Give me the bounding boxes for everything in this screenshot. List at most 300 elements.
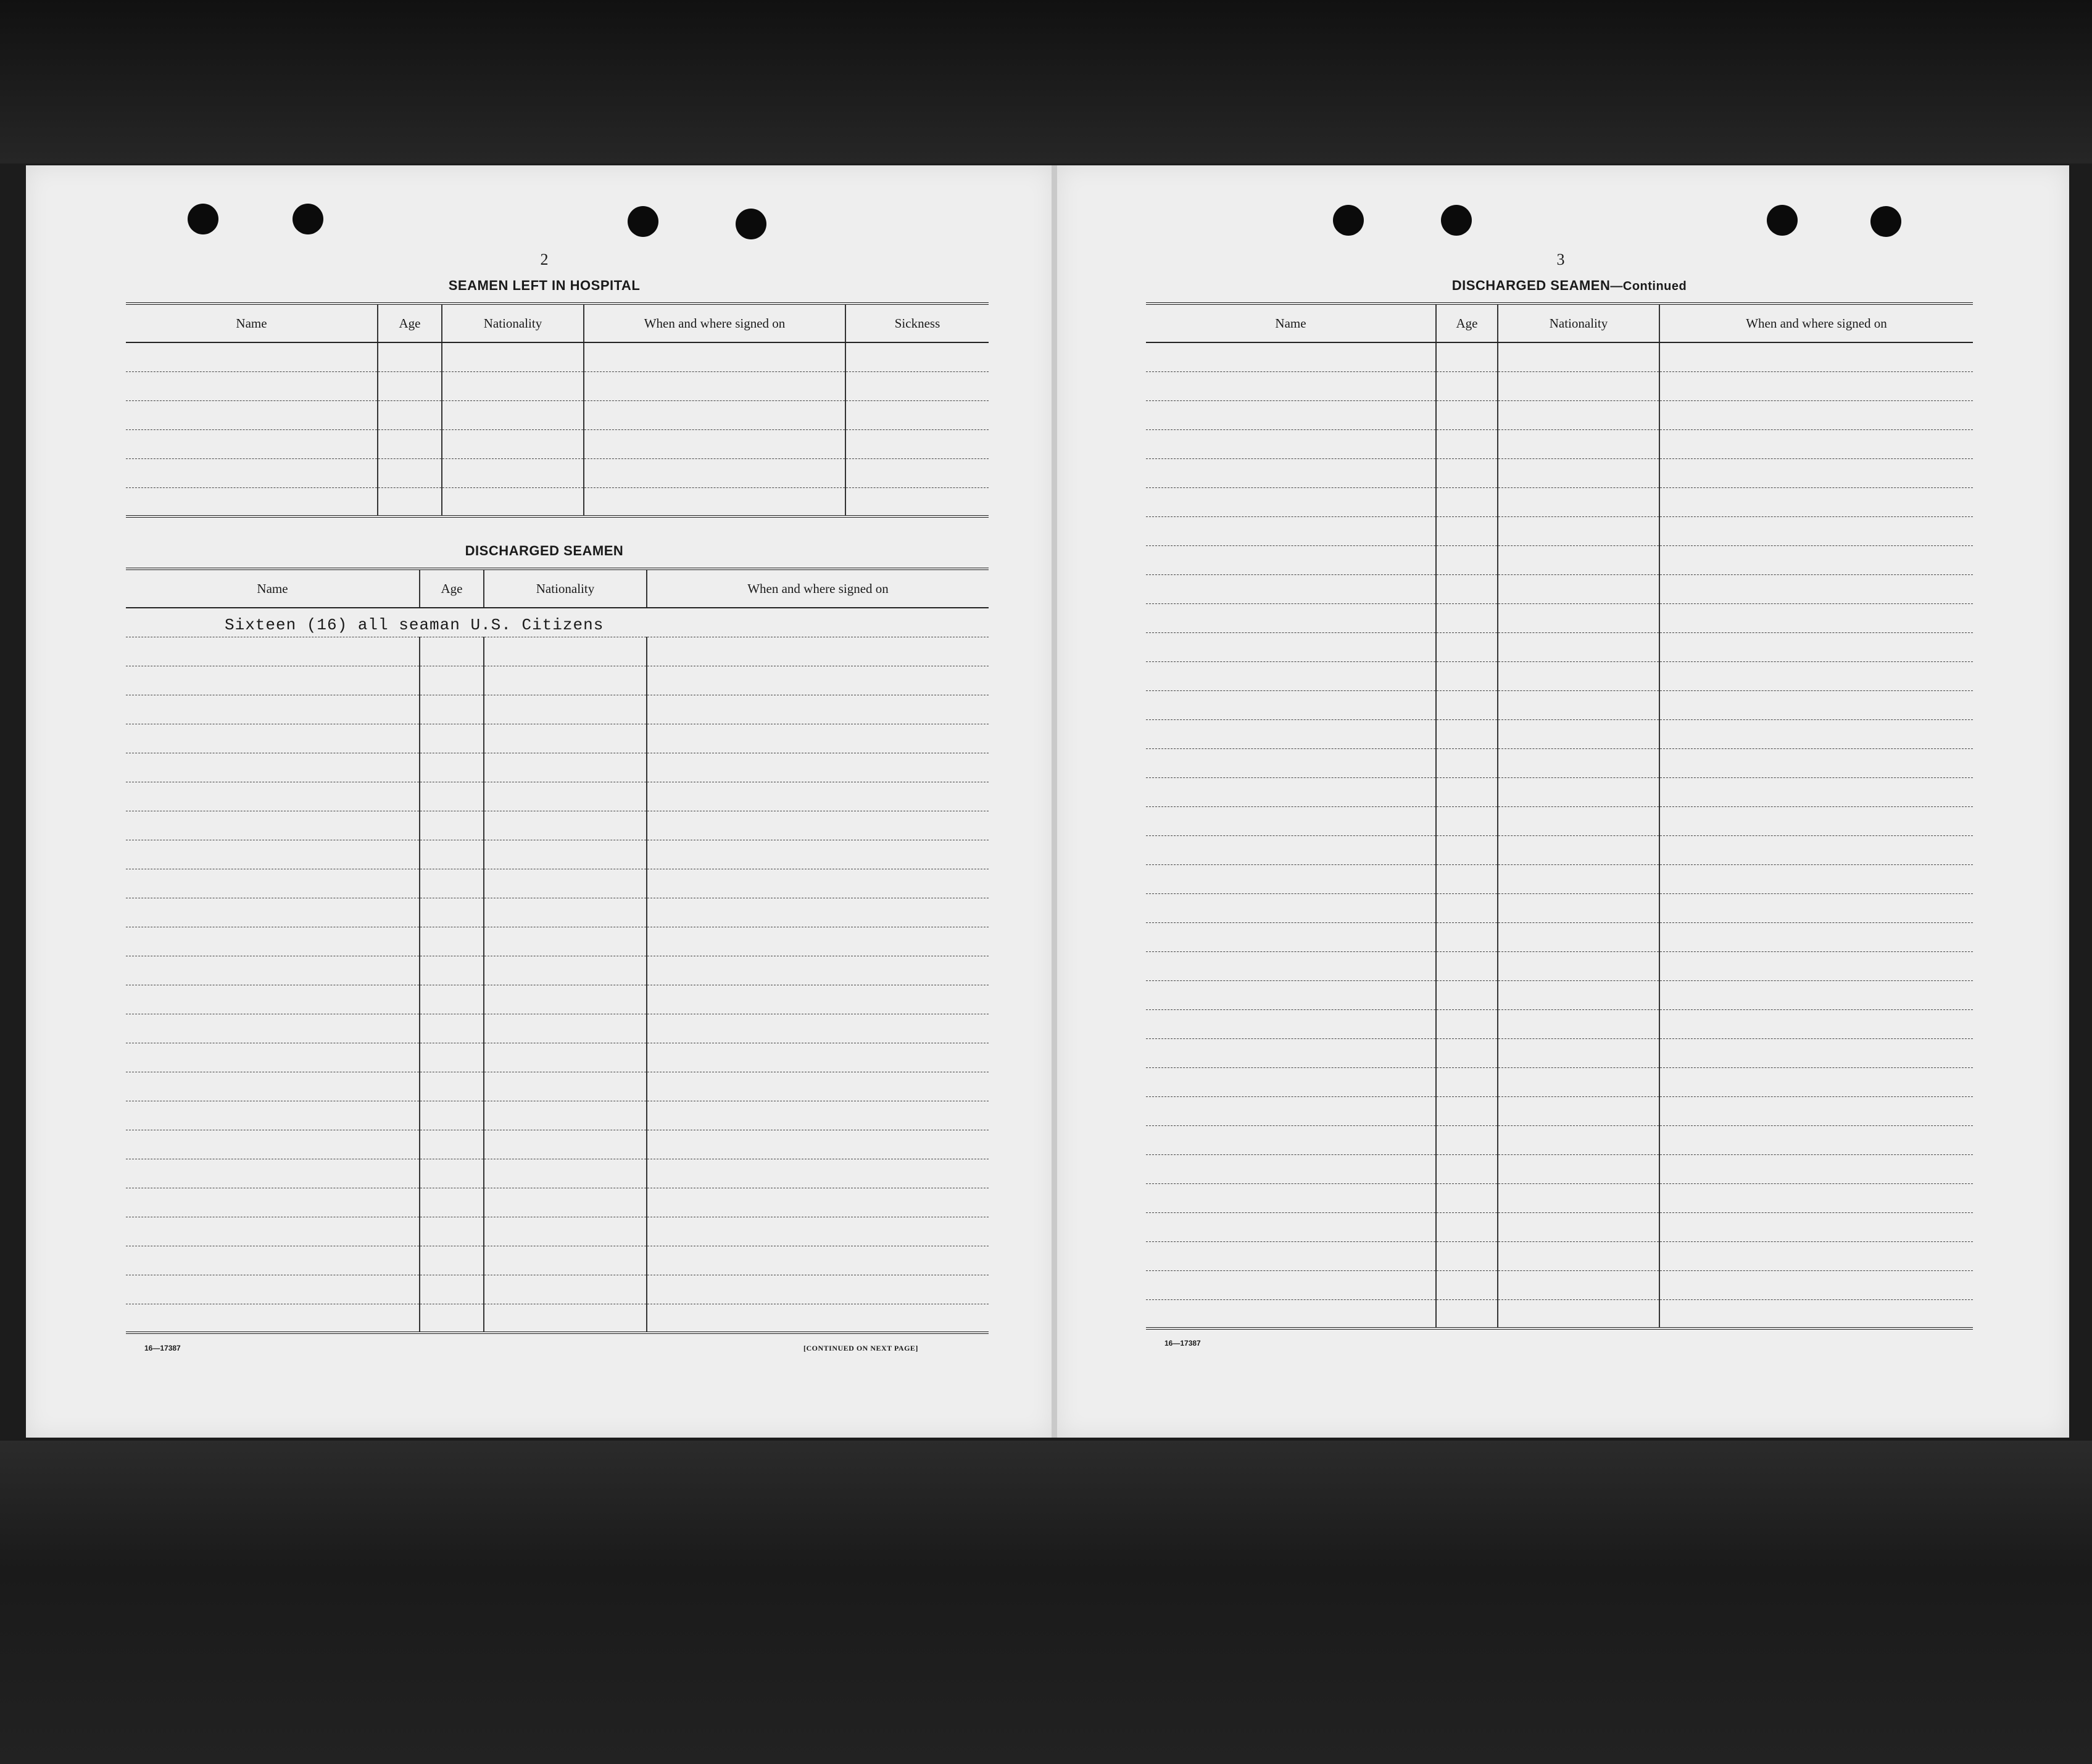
column-header-signed-on: When and where signed on bbox=[647, 569, 989, 608]
table-cell bbox=[1436, 1212, 1498, 1241]
table-cell bbox=[1146, 1270, 1436, 1299]
table-row bbox=[1146, 1212, 1973, 1241]
table-cell bbox=[126, 400, 378, 429]
scanner-background-top bbox=[0, 0, 2092, 164]
table-cell bbox=[442, 371, 584, 400]
table-row bbox=[126, 985, 989, 1014]
table-cell bbox=[1659, 371, 1973, 400]
table-row bbox=[1146, 574, 1973, 603]
table-cell bbox=[1436, 661, 1498, 690]
table-cell bbox=[1436, 1154, 1498, 1183]
table-cell bbox=[1659, 893, 1973, 922]
table-cell bbox=[420, 1043, 484, 1072]
table-cell bbox=[126, 371, 378, 400]
table-cell bbox=[584, 429, 845, 458]
table-row bbox=[1146, 1038, 1973, 1067]
table-cell bbox=[1659, 951, 1973, 980]
table-cell bbox=[1659, 922, 1973, 951]
table-cell bbox=[1146, 371, 1436, 400]
table-cell bbox=[1436, 864, 1498, 893]
table-cell bbox=[1146, 487, 1436, 516]
table-row bbox=[126, 1275, 989, 1304]
column-header-name: Name bbox=[126, 304, 378, 342]
discharged-section-title: DISCHARGED SEAMEN bbox=[465, 543, 624, 558]
table-cell bbox=[1498, 1067, 1659, 1096]
table-cell bbox=[1436, 603, 1498, 632]
table-cell bbox=[845, 342, 989, 371]
table-cell bbox=[1436, 806, 1498, 835]
punch-hole bbox=[736, 209, 766, 239]
table-row bbox=[126, 371, 989, 400]
table-cell bbox=[1146, 400, 1436, 429]
table-cell bbox=[484, 840, 647, 869]
table-cell bbox=[1146, 1009, 1436, 1038]
table-row bbox=[126, 1043, 989, 1072]
table-row bbox=[126, 1217, 989, 1246]
table-cell bbox=[1498, 864, 1659, 893]
page-gutter bbox=[1052, 165, 1057, 1438]
table-cell bbox=[420, 1072, 484, 1101]
table-cell bbox=[1498, 1212, 1659, 1241]
hospital-table bbox=[126, 302, 989, 518]
table-cell bbox=[126, 1275, 420, 1304]
table-cell bbox=[1498, 1299, 1659, 1328]
section-title-continued: —Continued bbox=[1610, 280, 1687, 293]
table-cell bbox=[647, 956, 989, 985]
column-header-age: Age bbox=[378, 304, 442, 342]
table-cell bbox=[420, 1101, 484, 1130]
table-cell bbox=[420, 898, 484, 927]
table-cell bbox=[647, 1246, 989, 1275]
table-cell bbox=[1146, 1067, 1436, 1096]
scanner-background-bottom bbox=[0, 1441, 2092, 1764]
table-cell bbox=[1498, 574, 1659, 603]
table-cell bbox=[845, 400, 989, 429]
table-cell bbox=[1659, 835, 1973, 864]
table-cell bbox=[1659, 777, 1973, 806]
table-cell bbox=[126, 487, 378, 516]
table-row bbox=[1146, 632, 1973, 661]
table-cell bbox=[1146, 719, 1436, 748]
punch-hole bbox=[293, 204, 323, 234]
table-cell bbox=[484, 724, 647, 753]
table-cell bbox=[1498, 429, 1659, 458]
table-cell bbox=[1659, 632, 1973, 661]
table-cell bbox=[484, 811, 647, 840]
table-cell bbox=[1498, 661, 1659, 690]
table-cell bbox=[420, 637, 484, 666]
table-cell bbox=[584, 342, 845, 371]
table-cell bbox=[1146, 632, 1436, 661]
table-cell bbox=[1498, 922, 1659, 951]
table-cell bbox=[1436, 1183, 1498, 1212]
table-row bbox=[126, 1304, 989, 1333]
punch-hole bbox=[188, 204, 218, 234]
table-cell bbox=[1146, 864, 1436, 893]
table-cell bbox=[1659, 458, 1973, 487]
table-cell bbox=[845, 371, 989, 400]
table-cell bbox=[420, 724, 484, 753]
table-cell bbox=[378, 342, 442, 371]
table-cell bbox=[1146, 777, 1436, 806]
table-row bbox=[1146, 980, 1973, 1009]
table-cell bbox=[1146, 893, 1436, 922]
table-row bbox=[126, 1130, 989, 1159]
table-cell bbox=[1498, 1241, 1659, 1270]
table-row bbox=[126, 458, 989, 487]
table-cell bbox=[1659, 603, 1973, 632]
table-cell bbox=[126, 782, 420, 811]
table-cell bbox=[647, 1014, 989, 1043]
table-row bbox=[1146, 1154, 1973, 1183]
table-row bbox=[126, 753, 989, 782]
table-cell bbox=[420, 840, 484, 869]
table-row bbox=[126, 811, 989, 840]
table-cell bbox=[1498, 719, 1659, 748]
table-cell bbox=[378, 429, 442, 458]
table-cell bbox=[420, 666, 484, 695]
table-cell bbox=[442, 400, 584, 429]
table-row bbox=[1146, 1125, 1973, 1154]
table-cell bbox=[1659, 661, 1973, 690]
table-cell bbox=[1146, 458, 1436, 487]
punch-hole bbox=[1870, 206, 1901, 237]
table-cell bbox=[1436, 632, 1498, 661]
table-cell bbox=[1436, 371, 1498, 400]
table-row bbox=[1146, 516, 1973, 545]
table-row bbox=[126, 1101, 989, 1130]
table-cell bbox=[1436, 516, 1498, 545]
table-cell bbox=[1498, 951, 1659, 980]
column-header-sickness: Sickness bbox=[845, 304, 989, 342]
table-cell bbox=[1498, 603, 1659, 632]
table-cell bbox=[442, 429, 584, 458]
table-cell bbox=[484, 1275, 647, 1304]
table-row bbox=[1146, 400, 1973, 429]
table-cell bbox=[484, 956, 647, 985]
table-cell bbox=[1659, 400, 1973, 429]
table-cell bbox=[1436, 458, 1498, 487]
table-cell bbox=[1436, 545, 1498, 574]
table-cell bbox=[420, 695, 484, 724]
table-cell bbox=[126, 429, 378, 458]
table-cell bbox=[1659, 864, 1973, 893]
table-cell bbox=[1659, 342, 1973, 371]
table-cell bbox=[1436, 487, 1498, 516]
table-cell bbox=[1498, 516, 1659, 545]
table-cell bbox=[1436, 748, 1498, 777]
table-cell bbox=[1659, 1096, 1973, 1125]
table-cell bbox=[647, 898, 989, 927]
table-row bbox=[126, 1246, 989, 1275]
table-cell bbox=[1146, 574, 1436, 603]
table-cell bbox=[584, 487, 845, 516]
continued-note: [CONTINUED ON NEXT PAGE] bbox=[803, 1344, 918, 1352]
table-cell bbox=[1498, 1038, 1659, 1067]
table-row bbox=[1146, 1096, 1973, 1125]
table-cell bbox=[484, 1072, 647, 1101]
table-cell bbox=[1146, 835, 1436, 864]
table-cell bbox=[126, 458, 378, 487]
table-cell bbox=[378, 371, 442, 400]
form-code: 16—17387 bbox=[1164, 1339, 1201, 1348]
table-cell bbox=[126, 1217, 420, 1246]
column-header-nationality: Nationality bbox=[442, 304, 584, 342]
table-row bbox=[1146, 835, 1973, 864]
discharged-continued-title bbox=[1304, 278, 1835, 294]
table-cell bbox=[1659, 1067, 1973, 1096]
table-cell bbox=[126, 724, 420, 753]
table-cell bbox=[1498, 545, 1659, 574]
table-row bbox=[1146, 1067, 1973, 1096]
table-cell bbox=[126, 695, 420, 724]
table-cell bbox=[1659, 487, 1973, 516]
table-cell bbox=[1436, 1009, 1498, 1038]
table-cell bbox=[1498, 893, 1659, 922]
typed-entry: Sixteen (16) all seaman U.S. Citizens bbox=[225, 615, 604, 634]
table-cell bbox=[1146, 690, 1436, 719]
table-cell bbox=[1146, 806, 1436, 835]
table-cell bbox=[1146, 1096, 1436, 1125]
left-page bbox=[26, 165, 1053, 1438]
table-cell bbox=[420, 1275, 484, 1304]
table-cell bbox=[647, 1072, 989, 1101]
table-cell bbox=[484, 782, 647, 811]
column-header-signed-on: When and where signed on bbox=[1659, 304, 1973, 342]
table-cell bbox=[1498, 1009, 1659, 1038]
table-cell bbox=[1498, 748, 1659, 777]
table-cell bbox=[484, 1101, 647, 1130]
table-cell bbox=[1498, 1270, 1659, 1299]
table-row bbox=[1146, 719, 1973, 748]
punch-hole bbox=[628, 206, 658, 237]
table-cell bbox=[584, 458, 845, 487]
table-row bbox=[1146, 951, 1973, 980]
table-cell bbox=[647, 666, 989, 695]
table-row bbox=[1146, 487, 1973, 516]
table-cell bbox=[484, 1014, 647, 1043]
table-cell bbox=[1498, 806, 1659, 835]
table-row bbox=[126, 956, 989, 985]
table-cell bbox=[1146, 980, 1436, 1009]
table-cell bbox=[584, 400, 845, 429]
table-row bbox=[126, 927, 989, 956]
table-cell bbox=[1146, 1038, 1436, 1067]
punch-hole bbox=[1767, 205, 1798, 236]
table-cell bbox=[484, 753, 647, 782]
table-row bbox=[1146, 777, 1973, 806]
column-header-age: Age bbox=[1436, 304, 1498, 342]
table-row bbox=[126, 1159, 989, 1188]
page-number: 3 bbox=[1556, 251, 1565, 268]
table-cell bbox=[420, 1014, 484, 1043]
table-cell bbox=[484, 695, 647, 724]
table-cell bbox=[1436, 719, 1498, 748]
discharged-table-body bbox=[126, 608, 989, 1333]
table-cell bbox=[1498, 777, 1659, 806]
table-cell bbox=[1659, 690, 1973, 719]
table-cell bbox=[584, 371, 845, 400]
table-cell bbox=[647, 1275, 989, 1304]
table-row bbox=[1146, 1299, 1973, 1328]
table-cell bbox=[1436, 835, 1498, 864]
table-cell bbox=[420, 927, 484, 956]
table-row bbox=[1146, 545, 1973, 574]
table-cell bbox=[1436, 1241, 1498, 1270]
table-row bbox=[126, 666, 989, 695]
table-cell bbox=[1498, 342, 1659, 371]
table-row bbox=[126, 782, 989, 811]
table-cell bbox=[484, 1043, 647, 1072]
hospital-section-title: SEAMEN LEFT IN HOSPITAL bbox=[448, 278, 641, 293]
table-cell bbox=[1146, 342, 1436, 371]
table-cell bbox=[647, 695, 989, 724]
table-cell bbox=[126, 927, 420, 956]
table-cell bbox=[442, 458, 584, 487]
table-cell bbox=[1659, 1299, 1973, 1328]
table-row bbox=[1146, 893, 1973, 922]
table-cell bbox=[126, 1014, 420, 1043]
table-row bbox=[1146, 864, 1973, 893]
table-row bbox=[126, 840, 989, 869]
punch-hole bbox=[1441, 205, 1472, 236]
table-cell bbox=[1498, 1125, 1659, 1154]
discharged-continued-table bbox=[1146, 302, 1973, 1330]
table-cell bbox=[647, 1159, 989, 1188]
table-cell bbox=[484, 898, 647, 927]
table-cell bbox=[1659, 545, 1973, 574]
table-cell bbox=[1659, 1183, 1973, 1212]
table-cell bbox=[1436, 980, 1498, 1009]
table-cell bbox=[1436, 1096, 1498, 1125]
table-row bbox=[1146, 690, 1973, 719]
table-cell bbox=[1146, 951, 1436, 980]
table-cell bbox=[647, 1043, 989, 1072]
table-cell bbox=[1498, 1154, 1659, 1183]
table-cell bbox=[647, 1188, 989, 1217]
table-cell bbox=[484, 985, 647, 1014]
table-row bbox=[126, 898, 989, 927]
table-cell bbox=[1498, 1096, 1659, 1125]
table-row bbox=[1146, 429, 1973, 458]
table-cell bbox=[378, 487, 442, 516]
table-cell bbox=[1436, 1299, 1498, 1328]
table-row bbox=[1146, 1009, 1973, 1038]
table-cell bbox=[1659, 1241, 1973, 1270]
table-cell bbox=[647, 840, 989, 869]
table-cell bbox=[126, 342, 378, 371]
table-row bbox=[126, 869, 989, 898]
table-cell bbox=[1659, 1212, 1973, 1241]
table-cell bbox=[1659, 719, 1973, 748]
section-title-main: DISCHARGED SEAMEN bbox=[1451, 278, 1611, 293]
table-cell bbox=[845, 458, 989, 487]
table-cell bbox=[420, 1246, 484, 1275]
table-row bbox=[126, 487, 989, 516]
table-cell bbox=[1498, 1183, 1659, 1212]
table-cell bbox=[442, 487, 584, 516]
table-row bbox=[1146, 1270, 1973, 1299]
table-cell bbox=[420, 782, 484, 811]
table-row bbox=[126, 429, 989, 458]
table-row bbox=[126, 608, 989, 637]
table-cell bbox=[1659, 1009, 1973, 1038]
table-cell bbox=[647, 1130, 989, 1159]
table-cell bbox=[647, 753, 989, 782]
table-cell bbox=[126, 869, 420, 898]
table-cell bbox=[1498, 835, 1659, 864]
table-cell bbox=[484, 1188, 647, 1217]
table-cell bbox=[484, 927, 647, 956]
column-header-nationality: Nationality bbox=[1498, 304, 1659, 342]
column-header-name: Name bbox=[126, 569, 420, 608]
table-cell bbox=[378, 458, 442, 487]
table-cell bbox=[126, 898, 420, 927]
table-cell bbox=[1436, 777, 1498, 806]
table-cell bbox=[1659, 1154, 1973, 1183]
table-cell bbox=[378, 400, 442, 429]
table-row bbox=[126, 1072, 989, 1101]
table-cell bbox=[484, 1217, 647, 1246]
table-cell bbox=[126, 753, 420, 782]
table-cell bbox=[1146, 922, 1436, 951]
table-cell bbox=[1498, 371, 1659, 400]
table-cell bbox=[1659, 1270, 1973, 1299]
table-cell bbox=[126, 1130, 420, 1159]
punch-hole bbox=[1333, 205, 1364, 236]
table-cell bbox=[420, 753, 484, 782]
hospital-table-body bbox=[126, 342, 989, 516]
table-cell bbox=[647, 869, 989, 898]
table-row bbox=[126, 342, 989, 371]
table-cell bbox=[420, 1130, 484, 1159]
table-cell bbox=[647, 637, 989, 666]
table-cell bbox=[126, 666, 420, 695]
table-cell bbox=[442, 342, 584, 371]
table-cell bbox=[1146, 603, 1436, 632]
table-cell bbox=[1498, 690, 1659, 719]
table-cell bbox=[1436, 1270, 1498, 1299]
table-cell bbox=[1498, 487, 1659, 516]
table-cell bbox=[1436, 400, 1498, 429]
table-cell bbox=[484, 1159, 647, 1188]
table-cell bbox=[420, 985, 484, 1014]
table-cell bbox=[647, 1304, 989, 1333]
table-row bbox=[1146, 661, 1973, 690]
table-cell bbox=[1659, 429, 1973, 458]
table-cell bbox=[647, 1101, 989, 1130]
table-cell bbox=[647, 724, 989, 753]
table-cell bbox=[1436, 951, 1498, 980]
table-cell bbox=[126, 1043, 420, 1072]
table-cell bbox=[647, 811, 989, 840]
table-row bbox=[126, 1188, 989, 1217]
table-row bbox=[1146, 371, 1973, 400]
discharged-continued-table-body bbox=[1146, 342, 1973, 1328]
table-row bbox=[126, 637, 989, 666]
table-cell bbox=[126, 637, 420, 666]
table-cell bbox=[1436, 1038, 1498, 1067]
table-cell bbox=[484, 1304, 647, 1333]
table-cell bbox=[1146, 1154, 1436, 1183]
right-page bbox=[1057, 165, 2069, 1438]
table-cell bbox=[1146, 748, 1436, 777]
table-row bbox=[1146, 603, 1973, 632]
table-cell bbox=[420, 956, 484, 985]
table-cell bbox=[1436, 922, 1498, 951]
table-cell bbox=[647, 1217, 989, 1246]
table-cell bbox=[1498, 980, 1659, 1009]
